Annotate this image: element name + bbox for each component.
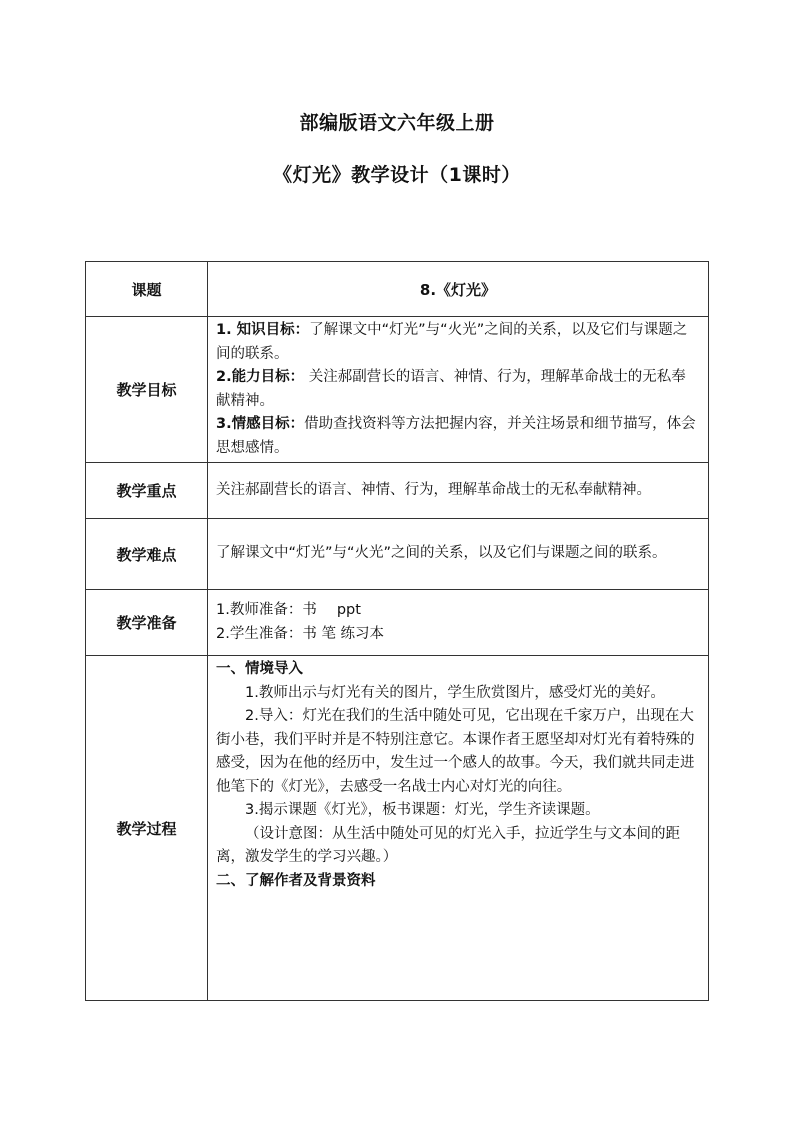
row-preparation bbox=[86, 590, 709, 656]
value-process bbox=[208, 656, 709, 1001]
value-topic: 8.《灯光》 bbox=[208, 262, 709, 317]
label-topic: 课题 bbox=[86, 262, 208, 317]
row-key-points bbox=[86, 463, 709, 519]
row-goals bbox=[86, 317, 709, 463]
goal-item bbox=[216, 413, 700, 460]
process-paragraph: 1.教师出示与灯光有关的图片，学生欣赏图片，感受灯光的美好。 bbox=[245, 684, 665, 701]
label-process: 教学过程 bbox=[86, 656, 208, 1001]
goal-prefix: 1. 知识目标： bbox=[216, 322, 310, 338]
process-section-2: 二、了解作者及背景资料 bbox=[216, 872, 376, 889]
document-title: 部编版语文六年级上册 bbox=[299, 112, 495, 134]
goal-text: 借助查找资料等方法把握内容，并关注场景和细节描写，体会思想感情。 bbox=[216, 416, 696, 456]
goal-prefix: 2.能力目标： bbox=[216, 369, 305, 385]
prep-student: 2.学生准备：书 笔 练习本 bbox=[216, 625, 385, 642]
label-goals: 教学目标 bbox=[86, 317, 208, 463]
label-preparation: 教学准备 bbox=[86, 590, 208, 656]
goal-text: 了解课文中“灯光”与“火光”之间的关系，以及它们与课题之间的联系。 bbox=[216, 322, 688, 362]
row-process bbox=[86, 656, 709, 1001]
goal-text: 关注郝副营长的语言、神情、行为，理解革命战士的无私奉献精神。 bbox=[216, 369, 686, 409]
row-topic bbox=[86, 262, 709, 317]
process-design-note: （设计意图：从生活中随处可见的灯光入手，拉近学生与文本间的距离，激发学生的学习兴趣。） bbox=[216, 825, 680, 865]
value-difficulties: 了解课文中“灯光”与“火光”之间的关系，以及它们与课题之间的联系。 bbox=[208, 519, 709, 590]
value-preparation bbox=[208, 590, 709, 656]
value-key-points: 关注郝副营长的语言、神情、行为，理解革命战士的无私奉献精神。 bbox=[208, 463, 709, 519]
process-paragraph: 3.揭示课题《灯光》，板书课题：灯光，学生齐读课题。 bbox=[245, 802, 600, 818]
goal-item bbox=[216, 319, 700, 366]
label-difficulties: 教学难点 bbox=[86, 519, 208, 590]
process-section-1: 一、情境导入 bbox=[216, 661, 303, 677]
goal-item bbox=[216, 366, 700, 413]
process-paragraph: 2.导入：灯光在我们的生活中随处可见，它出现在千家万户，出现在大街小巷，我们平时并是不特别注意它。本课作者王愿坚却对灯光有着特殊的感受，因为在他的经历中，发生过一个感人的故事。今天，我们就共同走进他笔下的《灯光》，去感受一名战士内心对灯光的向往。 bbox=[216, 708, 695, 795]
prep-teacher-text: 1.教师准备：书 bbox=[216, 602, 317, 618]
prep-teacher bbox=[216, 599, 700, 623]
row-difficulties bbox=[86, 519, 709, 590]
value-goals bbox=[208, 317, 709, 463]
document-subtitle: 《灯光》教学设计（1课时） bbox=[273, 164, 521, 186]
label-key-points: 教学重点 bbox=[86, 463, 208, 519]
prep-teacher-extra: ppt bbox=[336, 602, 361, 618]
goal-prefix: 3.情感目标： bbox=[216, 416, 305, 432]
lesson-plan-table bbox=[85, 261, 709, 1001]
